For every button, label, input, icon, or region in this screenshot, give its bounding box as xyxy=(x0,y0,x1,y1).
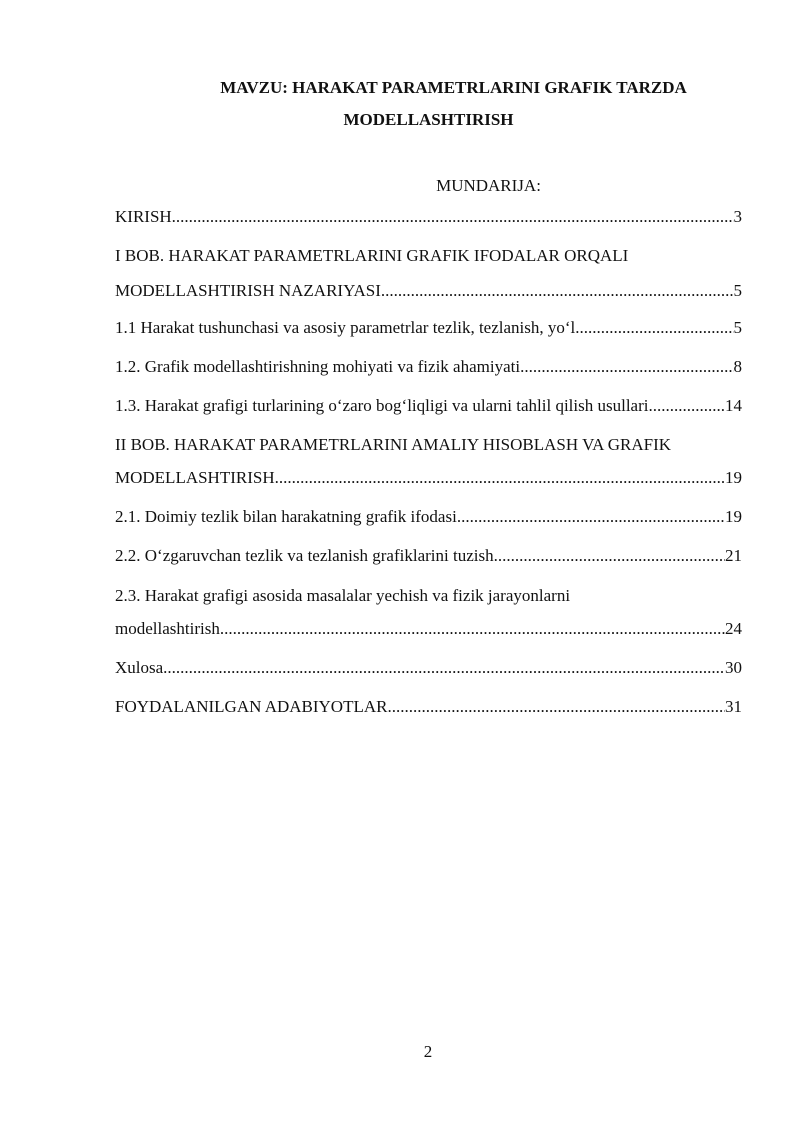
toc-entry-1-1[interactable] xyxy=(115,317,742,339)
toc-leader-dots xyxy=(163,657,725,679)
toc-page-number: 31 xyxy=(725,697,742,716)
toc-entry-1-2[interactable] xyxy=(115,356,742,378)
toc-entry-1-3[interactable] xyxy=(115,395,742,417)
page-number: 2 xyxy=(423,1042,433,1061)
toc-entry-label: MODELLASHTIRISH NAZARIYASI xyxy=(115,281,381,300)
toc-leader-dots xyxy=(520,356,733,378)
toc-leader-dots xyxy=(494,545,725,567)
toc-leader-dots xyxy=(381,280,734,302)
toc-entry-xulosa[interactable] xyxy=(115,657,742,679)
toc-entry-label: 2.2. O‘zgaruvchan tezlik va tezlanish grafiklarini tuzish xyxy=(115,546,494,565)
toc-leader-dots xyxy=(575,317,733,339)
toc-entry-2-2[interactable] xyxy=(115,545,742,567)
toc-leader-dots xyxy=(172,206,734,228)
toc-page-number: 3 xyxy=(733,207,742,226)
toc-page-number: 21 xyxy=(725,546,742,565)
toc-leader-dots xyxy=(457,506,725,528)
toc-entry-2-3[interactable] xyxy=(115,618,742,640)
toc-leader-dots xyxy=(387,696,725,718)
document-title-line-2: MODELLASHTIRISH xyxy=(343,110,514,129)
toc-page-number: 19 xyxy=(725,468,742,487)
toc-heading: MUNDARIJA: xyxy=(436,176,541,195)
toc-page-number: .14 xyxy=(720,396,742,415)
toc-entry-label: 1.3. Harakat grafigi turlarining o‘zaro bog‘liqligi va ularni tahlil qilish usullari.. xyxy=(115,396,657,415)
toc-leader-dots xyxy=(657,395,721,417)
toc-entry-label: 1.2. Grafik modellashtirishning mohiyati va fizik ahamiyati xyxy=(115,357,521,376)
toc-entry-bob2[interactable] xyxy=(115,467,742,489)
toc-entry-bob1[interactable] xyxy=(115,280,742,302)
toc-entry-bob2-line1: II BOB. HARAKAT PARAMETRLARINI AMALIY HISOBLASH VA GRAFIK xyxy=(115,435,672,454)
toc-entry-label: 1.1 Harakat tushunchasi va asosiy parametrlar tezlik, tezlanish, yo‘l xyxy=(115,318,576,337)
toc-page-number: 5 xyxy=(733,318,742,337)
toc-entry-2-1[interactable] xyxy=(115,506,742,528)
toc-entry-adabiyotlar[interactable] xyxy=(115,696,742,718)
toc-page-number: 24 xyxy=(725,619,742,638)
toc-entry-2-3-line1: 2.3. Harakat grafigi asosida masalalar yechish va fizik jarayonlarni xyxy=(115,586,571,605)
toc-leader-dots xyxy=(275,467,725,489)
toc-page-number: 19 xyxy=(725,507,742,526)
document-title-line-1: MAVZU: HARAKAT PARAMETRLARINI GRAFIK TARZDA xyxy=(220,78,687,97)
toc-entry-bob1-line1: I BOB. HARAKAT PARAMETRLARINI GRAFIK IFODALAR ORQALI xyxy=(115,246,629,265)
toc-page-number: 8 xyxy=(733,357,742,376)
toc-entry-label: FOYDALANILGAN ADABIYOTLAR xyxy=(115,697,388,716)
toc-page-number: 30 xyxy=(725,658,742,677)
toc-entry-label: KIRISH xyxy=(115,207,172,226)
toc-entry-kirish[interactable] xyxy=(115,206,742,228)
toc-entry-label: modellashtirish xyxy=(115,619,220,638)
toc-entry-label: Xulosa xyxy=(115,658,164,677)
toc-leader-dots xyxy=(220,618,725,640)
toc-page-number: 5 xyxy=(733,281,742,300)
toc-entry-label: 2.1. Doimiy tezlik bilan harakatning grafik ifodasi xyxy=(115,507,457,526)
toc-entry-label: MODELLASHTIRISH xyxy=(115,468,275,487)
